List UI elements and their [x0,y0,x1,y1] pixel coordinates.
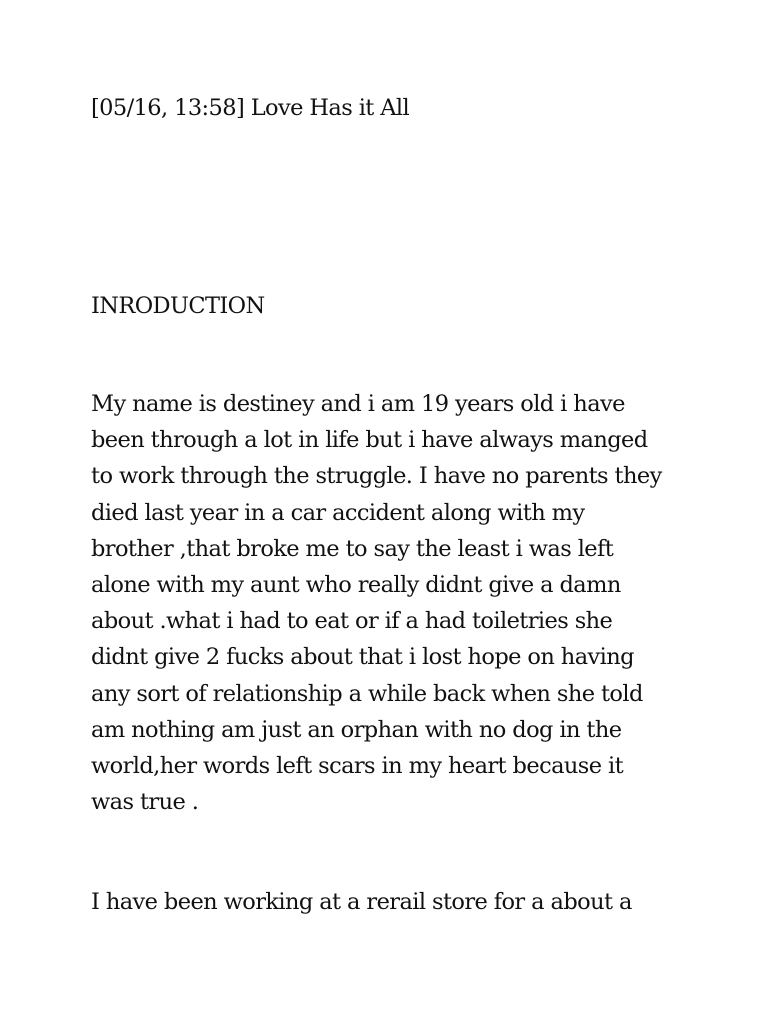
section-heading: INRODUCTION [91,293,265,319]
message-header: [05/16, 13:58] Love Has it All [91,95,410,121]
paragraph-line: didnt give 2 fucks about that i lost hope on having [91,644,634,671]
paragraph-line: My name is destiney and i am 19 years old i have [91,391,625,417]
paragraph-line: to work through the struggle. I have no parents they [91,463,662,490]
paragraph-line: world,her words left scars in my heart because it [91,753,624,780]
paragraph-line: died last year in a car accident along with my [91,499,585,526]
paragraph-2 [91,884,731,920]
paragraph-line: been through a lot in life but i have always manged [91,427,648,454]
paragraph-line: I have been working at a rerail store for a about a [91,889,632,915]
paragraph-line: brother ,that broke me to say the least i was left [91,535,614,562]
paragraph-line: about .what i had to eat or if a had toiletries she [91,608,613,635]
paragraph-line: any sort of relationship a while back when she told [91,680,643,707]
paragraph-line: am nothing am just an orphan with no dog in the [91,716,622,743]
paragraph-1 [91,386,731,820]
paragraph-line: alone with my aunt who really didnt give a damn [91,572,621,599]
paragraph-line: was true . [91,789,199,816]
